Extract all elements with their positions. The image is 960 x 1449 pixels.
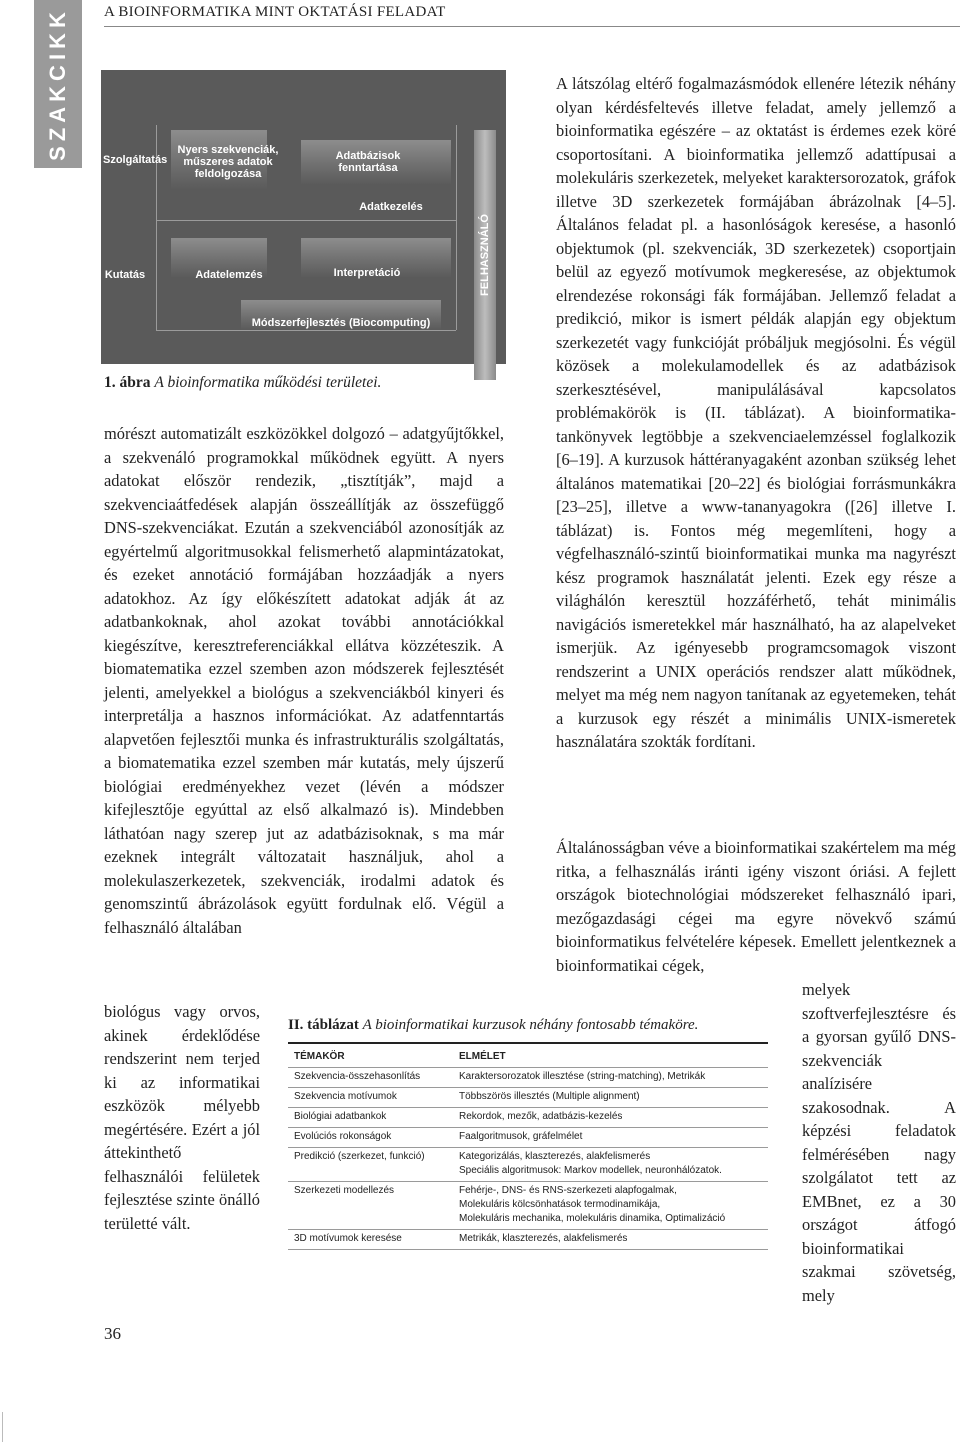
- table-row: [288, 1088, 768, 1108]
- table-cell-theory: Rekordok, mezők, adatbázis-kezelés: [459, 1111, 623, 1122]
- paragraph: Általánosságban véve a bioinformatikai szakértelem ma még ritka, a felhasználás iránti igény viszont óriási. A fejlett országok biotechnológiai módszereket felhasználó ipari, mezőgazdasági cégei ma egyre növekvő számú bioinformatikus felvételére képesek. Emellett jelentkeznek a bioinformatikai cégek,: [556, 838, 956, 975]
- table-row: [288, 1068, 768, 1088]
- table-caption-label: II. táblázat: [288, 1017, 359, 1033]
- running-header: A BIOINFORMATIKA MINT OKTATÁSI FELADAT: [104, 4, 446, 20]
- table-caption: [288, 1017, 698, 1034]
- figure-caption: [104, 374, 381, 392]
- fig-label-user: FELHASZNÁLÓ: [479, 214, 492, 296]
- table-header-theory: ELMÉLET: [459, 1051, 506, 1062]
- fig-label-research: Kutatás: [104, 269, 146, 281]
- figure-diagram: [101, 70, 506, 364]
- table-cell-theory: Többszörös illesztés (Multiple alignment): [459, 1091, 640, 1102]
- fig-label-interpretation: Interpretáció: [333, 267, 401, 279]
- table-cell-theory: Faalgoritmusok, gráfelmélet: [459, 1131, 583, 1142]
- table-cell-topic: Biológiai adatbankok: [294, 1111, 387, 1122]
- margin-mark: [2, 1412, 3, 1442]
- paragraph: mórészt automatizált eszközökkel dolgozó – adatgyűjtőkkel, a szekvenáló programokkal működnek együtt. A nyers adatokat először rendezik, „tisztítják”, majd a szekvenciaátfedések alapján összeállítják az összefüggő DNS-szekvenciákat. Ezután a szekvenciából azonosítják az egyértelmű algoritmusokkal felismerhető alapmintázatokat, és ezeket annotáció formájában hozzáadják a nyers adatokhoz. Az így előkészített adatokat adják át az adatbankoknak, ahol azokat további annotációkkal kiegészítve, keresztreferenciákkal ellátva közzéteszik. A biomatematika ezzel szemben azon módszerek fejlesztését jelenti, amelyekkel a biológus a szekvenciákból kinyeri és interpretálja a hasznos információkat. Az adatfenntartás alapvetően fejlesztői munka és infrastrukturális szolgáltatás, a biomatematika ezzel szemben már kutatás, mely újszerű biológiai eredményekhez vezet (lévén a módszer kifejlesztője egyúttal az első alkalmazó is). Mindebben láthatóan nagy szerep jut az adatbázisoknak, s ma már ezeknek integrált változatait használjuk, ahol a molekulaszerkezetek, szekvenciák, irodalmi adatok és genomszintű ábrázolások együtt fordulnak elő. Végül a felhasználó általában: [104, 424, 504, 937]
- paragraph: melyek szoftverfejlesztésre és a gyorsan gyűlő DNS-szekvenciák analízisére szakosodnak. A képzési feladatok felmérésében nagy szolgálatot tett az EMBnet, ez a 30 országot átfogó bioinformatikai szakmai szövetség, mely: [802, 980, 956, 1305]
- fig-label-analysis: Adatelemzés: [195, 269, 263, 281]
- paragraph: biológus vagy orvos, akinek érdeklődése rendszerint nem terjed ki az informatikai eszközök mélyebb megértésére. Ezért a jól áttekinthető felhasználói felületek fejlesztése szinte önálló területté vált.: [104, 1002, 260, 1233]
- body-text-right-2: [556, 836, 956, 977]
- fig-label-methods: Módszerfejlesztés (Biocomputing): [251, 317, 431, 329]
- table-caption-text: A bioinformatikai kurzusok néhány fontosabb témaköre.: [362, 1017, 699, 1033]
- body-text-left: [104, 422, 504, 939]
- fig-label-service: Szolgáltatás: [103, 154, 168, 166]
- paragraph: A látszólag eltérő fogalmazásmódok ellenére létezik néhány olyan kérdésfeltevés illetve feladat, amely jellemző a bioinformatika egészére – az oktatást is érdemes ezek köré csoportosítani. A bioinformatika jellemző adattípusai a molekuláris szerkezetek, melyeket karaktersorozatok, gráfok illetve 3D szerkezetek formájában ábrázolnak [4–5]. Általános feladat pl. a hasonlóságok keresése, a hasonló objektumok (pl. szekvenciák, 3D szerkezetek) csoportjain belül az egyező motívumok megkeresése, az objektumok elrendezése rokonsági fák formájában. Jellemző feladat a predikció, mikor is ismert példák alapján egy objektum szerkezetét vagy funkcióját próbáljuk megjósolni. És végül közösek a molekulamodellek és az adatbázisok szerkesztésével, manipulálásával kapcsolatos problémakörök is (II. táblázat). A bioinformatika-tankönyvek legtöbbje a szekvenciaelemzéssel foglalkozik [6–19]. A kurzusok háttéranyagaként azonban szükség lehet általános matematikai [20–22] és biológiai forrásmunkákra [23–25], illetve a www-tananyagokra ([26] illetve I. táblázat) is. Fontos még megemlíteni, hogy a végfelhasználó-szintű bioinformatikai munka ma nagyrészt kész programok használatát jelenti. Ezek egy része a világhálón keresztül hozzáférhető, tehát minimális navigációs ismeretekkel már használható, ha az alapelveket ismerjük. Az igényesebb programcsomagok viszont rendszerint a UNIX operációs rendszer alatt működnek, melyet ma még nem nagyon tanítanak az egyetemeken, tehát a kurzusok egy részét a minimális UNIX-ismeretek használatára szokták fordítani.: [556, 74, 956, 751]
- fig-label-db-maintenance: Adatbázisok fenntartása: [335, 150, 401, 174]
- table-cell-topic: Evolúciós rokonságok: [294, 1131, 392, 1142]
- table-cell-topic: 3D motívumok keresése: [294, 1233, 402, 1244]
- body-text-right: [556, 72, 956, 754]
- table-body: [288, 1068, 768, 1250]
- body-text-left-narrow: [104, 1000, 260, 1235]
- figure-caption-label: 1. ábra: [104, 374, 151, 391]
- table-row: [288, 1128, 768, 1148]
- table-header-row: [288, 1044, 768, 1068]
- header-divider: [104, 26, 960, 27]
- fig-rule-1: [156, 220, 456, 221]
- table-header-topic: TÉMAKÖR: [294, 1051, 345, 1062]
- body-text-right-narrow: [802, 978, 956, 1307]
- table-cell-theory: Metrikák, klaszterezés, alakfelismerés: [459, 1233, 628, 1244]
- table-cell-topic: Szerkezeti modellezés: [294, 1185, 395, 1196]
- table-cell-theory: Fehérje-, DNS- és RNS-szerkezeti alapfogalmak, Molekuláris kölcsönhatások termodinamikája, Molekuláris mechanika, molekuláris dinamika, Optimalizáció: [459, 1185, 726, 1224]
- table-row: [288, 1148, 768, 1182]
- table-row: [288, 1182, 768, 1230]
- fig-rule-2: [156, 330, 456, 331]
- fig-vrule-2: [456, 125, 457, 330]
- fig-label-data-handling: Adatkezelés: [359, 201, 423, 213]
- page-number: 36: [104, 1324, 121, 1343]
- table-cell-theory: Karaktersorozatok illesztése (string-matching), Metrikák: [459, 1071, 706, 1082]
- section-tab-label: SZAKCIKK: [45, 7, 71, 161]
- topics-table: [288, 1042, 768, 1250]
- table-cell-theory: Kategorizálás, klaszterezés, alakfelismerés Speciális algoritmusok: Markov modellek, neuronhálózatok.: [459, 1151, 722, 1176]
- table-row: [288, 1230, 768, 1250]
- fig-label-raw-data: Nyers szekvenciák, műszeres adatok feldolgozása: [177, 144, 279, 180]
- table-row: [288, 1108, 768, 1128]
- table-cell-topic: Predikció (szerkezet, funkció): [294, 1151, 425, 1162]
- figure-caption-text: A bioinformatika működési területei.: [154, 374, 382, 391]
- table-cell-topic: Szekvencia motívumok: [294, 1091, 397, 1102]
- table-cell-topic: Szekvencia-összehasonlítás: [294, 1071, 421, 1082]
- section-tab: [34, 0, 82, 168]
